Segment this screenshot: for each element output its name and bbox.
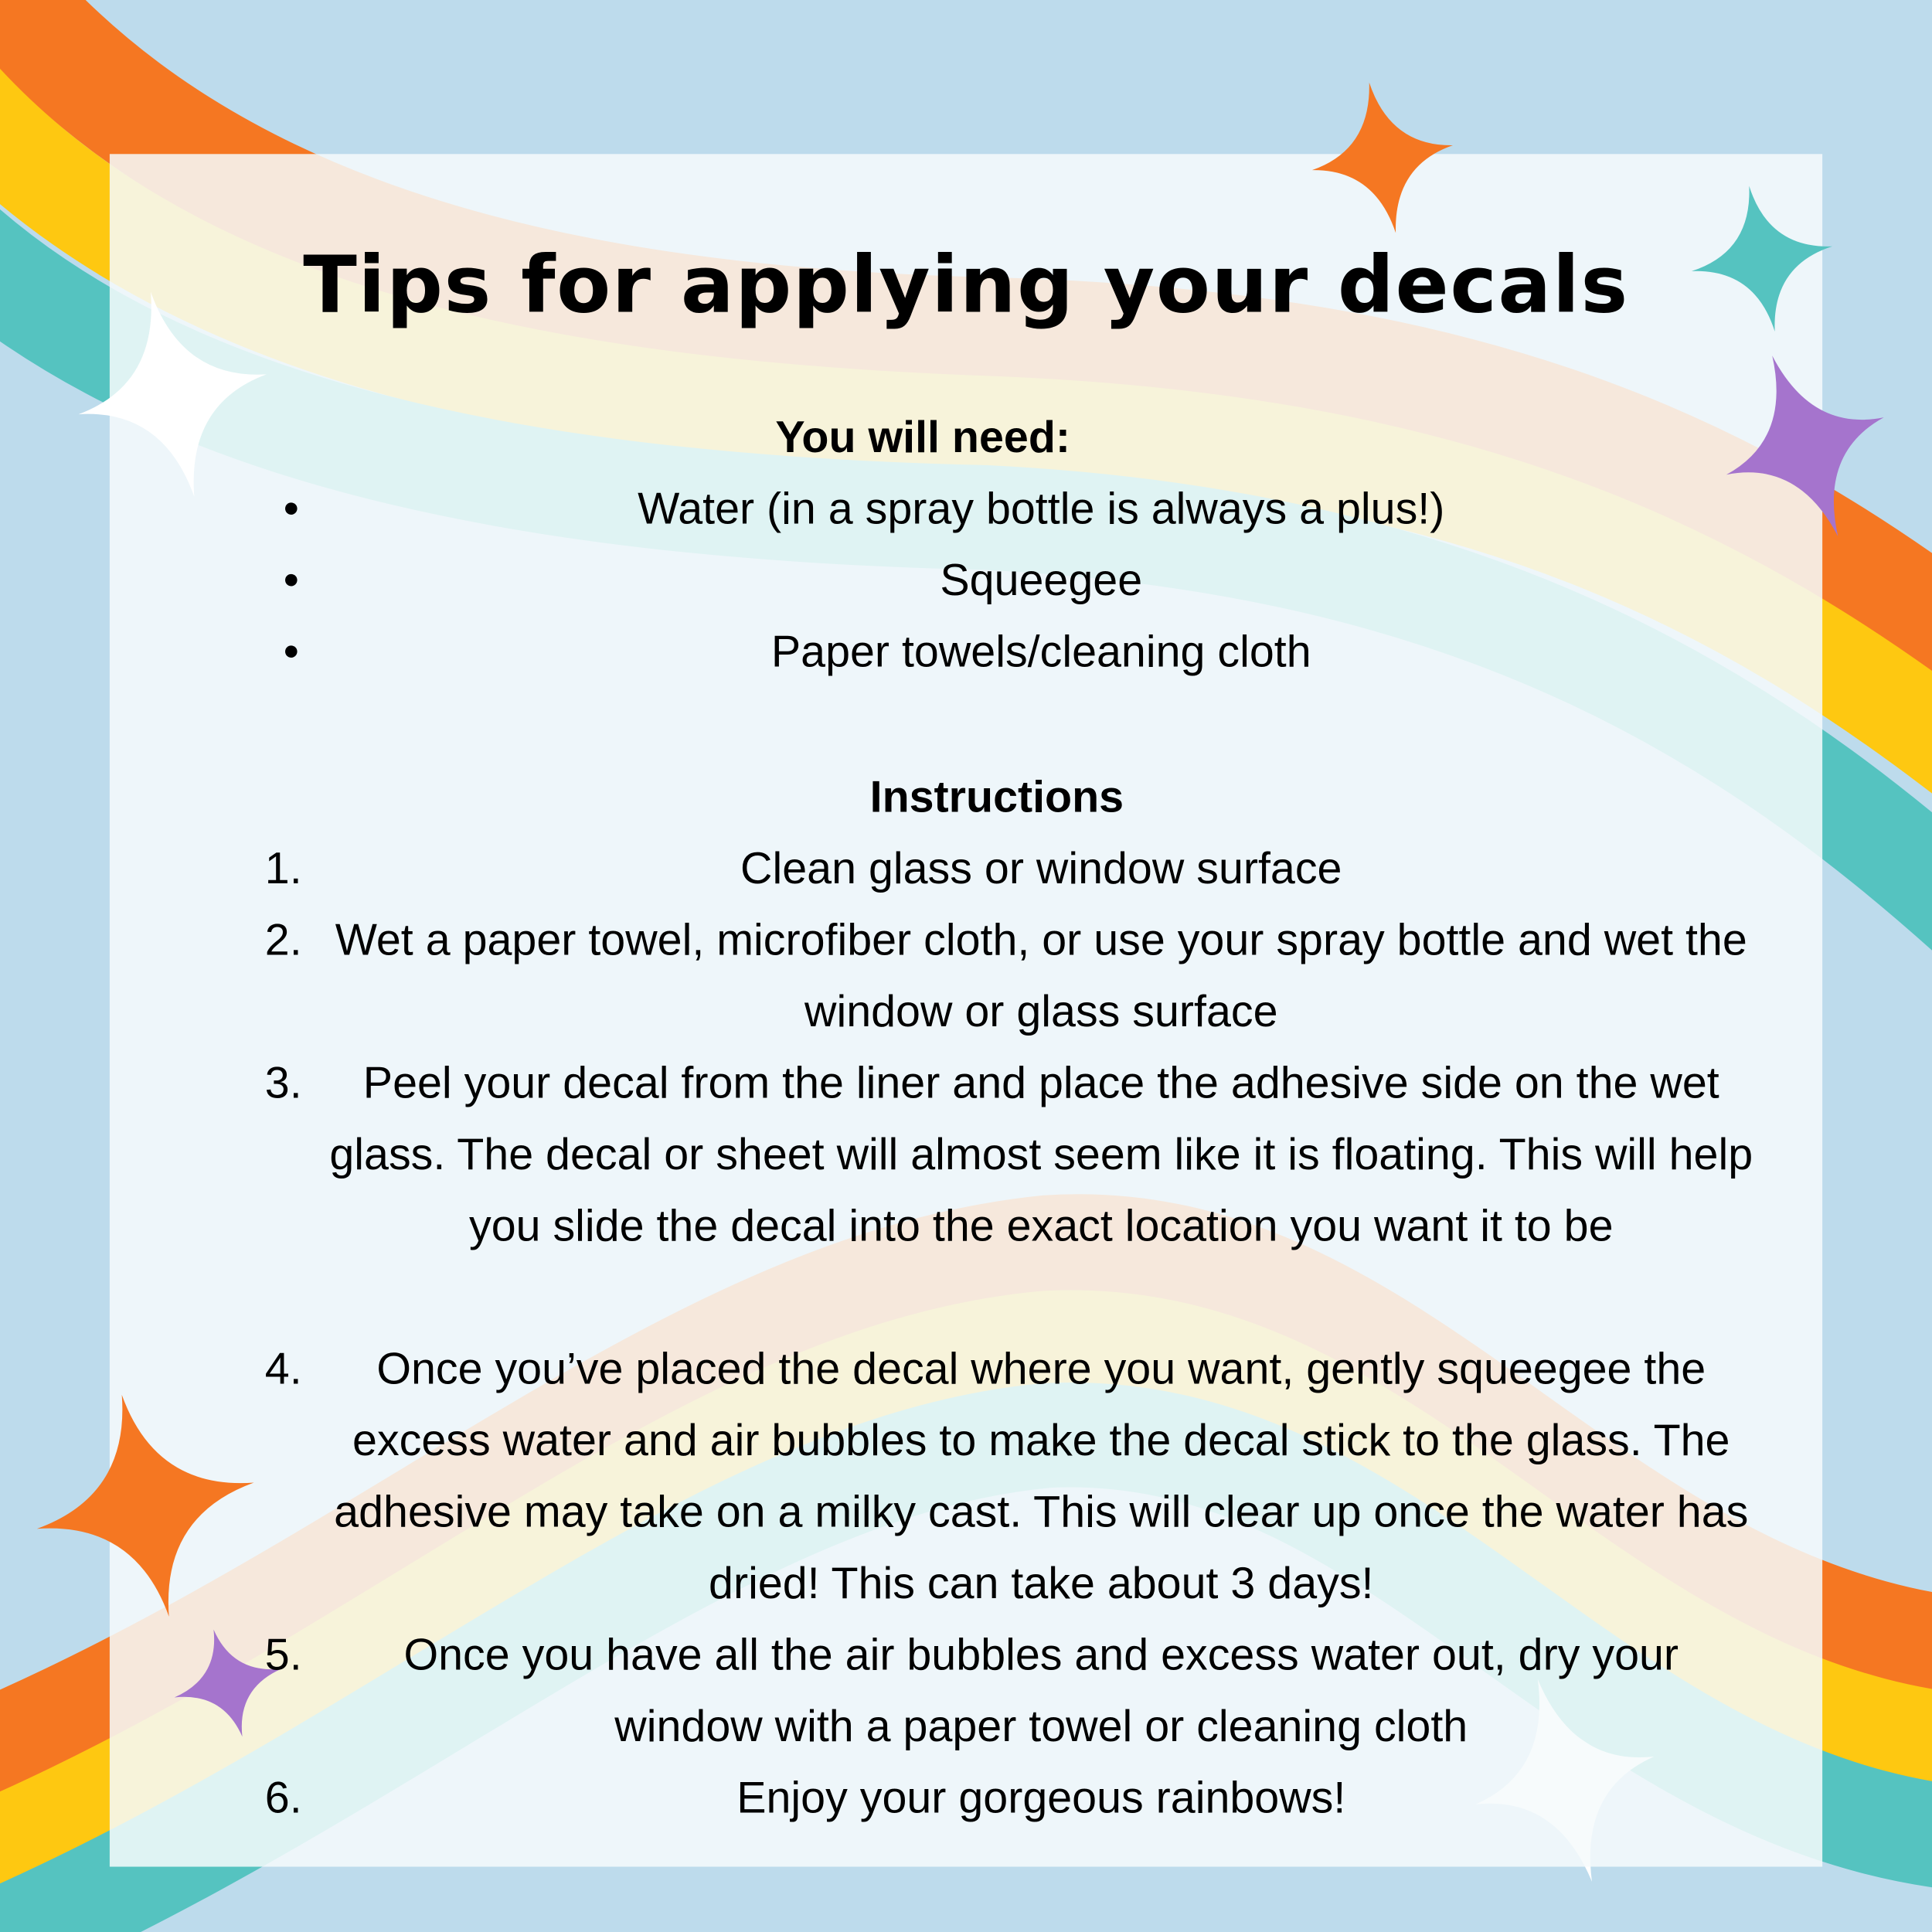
bullet: • (283, 483, 299, 534)
bullet: • (283, 554, 299, 605)
step-text: Enjoy your gorgeous rainbows! (736, 1771, 1346, 1823)
step-text: Once you’ve placed the decal where you want, gently squeegee the excess water and air bubbles to make the decal stick to the glass. The adhesive may take on a milky cast. This will clear up once the water has dried! This can take about 3 days! (334, 1342, 1749, 1608)
step-number: 1. (264, 842, 302, 893)
list-item (283, 616, 1768, 687)
list-item (283, 473, 1768, 544)
step-number: 5. (264, 1628, 302, 1680)
bullet: • (283, 625, 299, 677)
step-item (264, 1762, 1768, 1833)
step-item (264, 1333, 1768, 1619)
sparkle-icon (13, 1372, 277, 1640)
step-text: Once you have all the air bubbles and excess water out, dry your window with a paper towel or cleaning cloth (403, 1628, 1679, 1751)
step-item (264, 1619, 1768, 1762)
step-number: 2. (264, 914, 302, 965)
instructions-heading: Instructions (869, 771, 1124, 822)
step-text: Wet a paper towel, microfiber cloth, or use your spray bottle and wet the window or glass surface (335, 914, 1747, 1036)
step-item (264, 904, 1768, 1047)
step-text: Peel your decal from the liner and place the adhesive side on the wet glass. The decal or sheet will almost seem like it is floating. This will help you slide the decal into the exact location you want it to be (329, 1056, 1753, 1251)
list-item-text: Water (in a spray bottle is always a plus!) (638, 483, 1445, 534)
step-number: 6. (264, 1771, 302, 1823)
step-number: 4. (264, 1342, 302, 1394)
sparkle-icon (1299, 70, 1466, 246)
list-item-text: Squeegee (940, 554, 1143, 605)
needs-heading: You will need: (775, 411, 1071, 462)
step-item (264, 833, 1768, 904)
list-item (283, 545, 1768, 616)
page-title: Tips for applying your decals (303, 240, 1629, 332)
list-item-text: Paper towels/cleaning cloth (770, 625, 1311, 677)
step-text: Clean glass or window surface (740, 842, 1342, 893)
step-item (264, 1047, 1768, 1261)
step-number: 3. (264, 1056, 302, 1108)
